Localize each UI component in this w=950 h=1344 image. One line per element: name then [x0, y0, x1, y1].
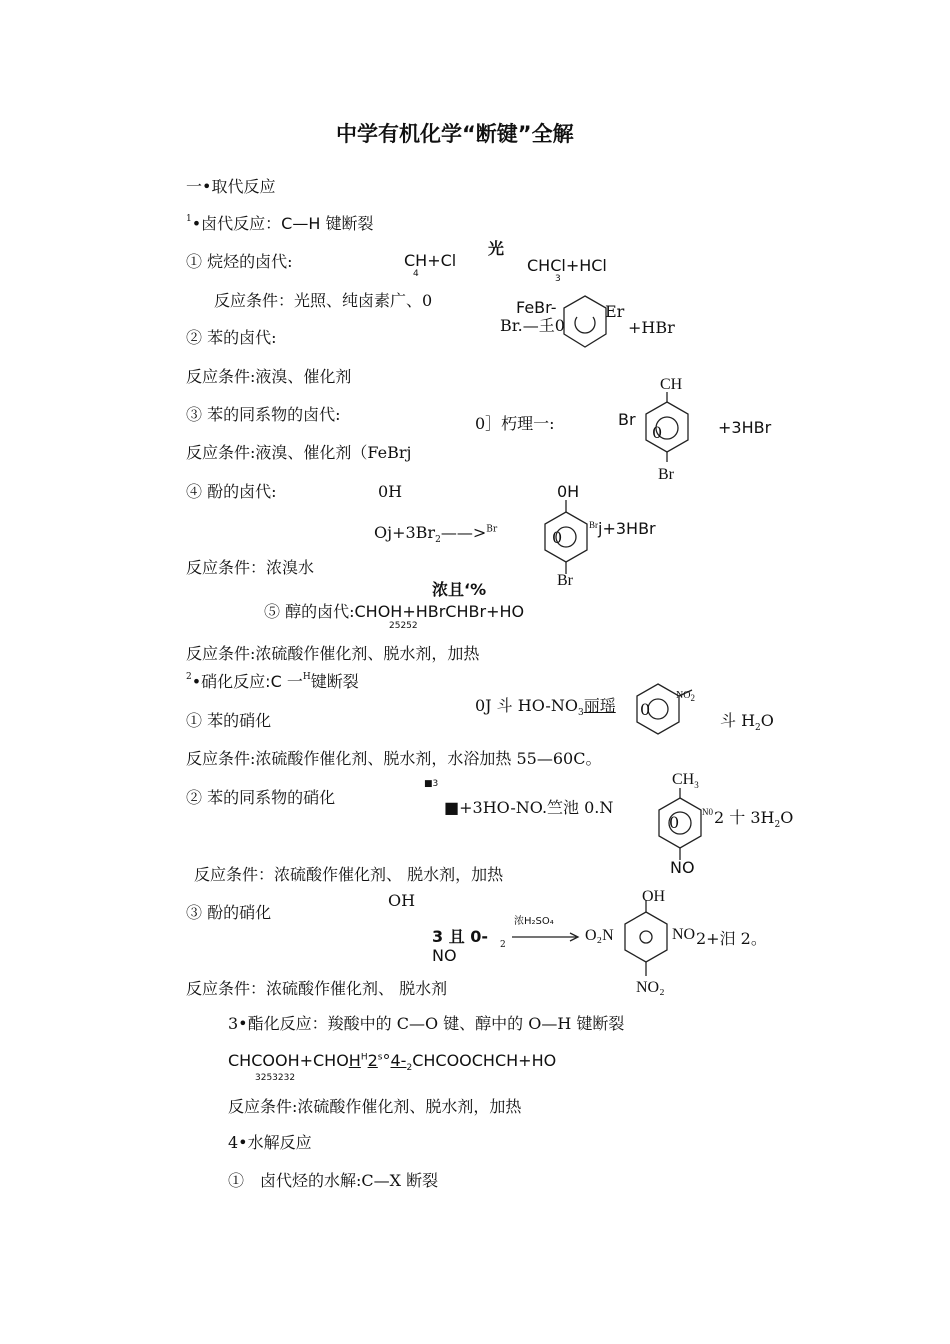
phenol-equation-left	[374, 523, 497, 545]
nitration-phenol-arrow-icon	[512, 932, 584, 944]
nitration-homolog-marker: ■3	[424, 779, 439, 789]
phenol-oh-right: 0H	[557, 482, 580, 501]
page-title: 中学有机化学“断键”全解	[336, 122, 574, 146]
nitration-phenol-o2n: O₂N	[585, 927, 614, 944]
alcohol-condition-top: 浓且‘%	[432, 580, 487, 599]
subsection-esterification: 3•酯化反应：羧酸中的 C—O 键、醇中的 O—H 键断裂	[228, 1014, 625, 1033]
homolog-equation-right: +3HBr	[718, 418, 772, 437]
nitration-homolog-ring-label: 0	[669, 813, 680, 832]
phenol-br-bottom: Br	[557, 572, 573, 589]
nitration-benzene-condition: 反应条件:浓硫酸作催化剂、脱水剂，水浴加热 55—60C。	[186, 749, 602, 768]
nitration-homolog-no: NO	[670, 858, 695, 877]
homolog-br-bottom: Br	[658, 466, 674, 483]
nitration-benzene-equation-subscript: 3	[577, 708, 584, 719]
nitration-phenol-catalyst: 浓H₂SO₄	[514, 916, 554, 927]
phenol-ring-icon	[538, 500, 594, 576]
phenol-br-right-small: Br	[589, 520, 598, 530]
subsection-halogenation	[186, 214, 373, 234]
picric-acid-ring-icon	[618, 900, 674, 984]
homolog-ch-group: CH	[660, 376, 683, 393]
ester-equation-h: H	[348, 1051, 361, 1070]
nitration-phenol-no2-right: NO	[672, 926, 696, 943]
alkane-condition-text: 反应条件：光照、纯卤素广、0	[214, 291, 433, 310]
nitration-phenol-label: ③ 酚的硝化	[186, 903, 272, 922]
phenol-arrow: ——>	[440, 523, 487, 542]
subsection-h: H	[302, 672, 311, 682]
subsection-text: •硝化反应:C 一	[191, 672, 303, 691]
section-heading-substitution: 一•取代反应	[186, 177, 276, 196]
nitration-benzene-catalyst: 丽瑶	[583, 696, 616, 715]
esterification-condition: 反应条件:浓硫酸作催化剂、脱水剂，加热	[228, 1097, 522, 1116]
nitration-homolog-condition: 反应条件：浓硫酸作催化剂、 脱水剂，加热	[194, 865, 504, 884]
nitration-phenol-oh-top: OH	[642, 888, 666, 905]
nitration-homolog-ch3-subscript: 3	[694, 780, 699, 791]
subsection-number: 1	[186, 214, 192, 224]
esterification-equation	[228, 1051, 556, 1073]
nitration-homolog-label: ② 苯的同系物的硝化	[186, 788, 336, 807]
nitration-benzene-label: ① 苯的硝化	[186, 711, 272, 730]
subsection-hydrolysis: 4•水解反应	[228, 1133, 312, 1152]
nitration-homolog-right-text: 2 十 3H	[714, 808, 775, 827]
alkane-reactant: CH+Cl	[404, 251, 457, 270]
nitration-phenol-left-text: 3 且 0-	[432, 927, 489, 946]
homolog-condition-text	[186, 443, 411, 463]
alkane-halogenation-label: ① 烷烃的卤代:	[186, 252, 293, 271]
subsection-tail: 键断裂	[310, 672, 359, 691]
nitration-phenol-right: 2+汨 2。	[696, 929, 767, 948]
nitration-homolog-equation: ■+3HO-NO.竺池 0.N	[444, 798, 614, 817]
phenol-ring-label: 0	[552, 528, 563, 547]
homolog-br-left: Br	[618, 410, 636, 429]
nitrobenzene-no-text: NO	[676, 690, 691, 701]
nitration-benzene-equation	[475, 696, 616, 718]
nitration-water-text: 斗 H	[720, 711, 756, 730]
toluene-ring-icon	[637, 392, 693, 462]
alcohol-subscripts: 25252	[389, 621, 418, 631]
alkane-reactant-subscript: 4	[413, 269, 419, 279]
subsection-number: 2	[186, 672, 192, 682]
nitration-homolog-right-subscript: 2	[774, 820, 781, 831]
benzene-equation-er: Er	[605, 302, 625, 321]
nitration-phenol-condition: 反应条件：浓硫酸作催化剂、 脱水剂	[186, 979, 448, 998]
homolog-equation-mid: 0］朽理一:	[475, 414, 555, 433]
homolog-condition-value: 反应条件:液溴、催化剂（FeBrj	[186, 443, 412, 462]
nitration-phenol-oh: OH	[388, 891, 416, 910]
ester-equation-left: CHCOOH+CHO	[228, 1051, 349, 1070]
hydrolysis-item-1: ① 卤代烃的水解:C—X 断裂	[228, 1171, 439, 1190]
nitration-homolog-right	[714, 808, 793, 830]
ester-equation-2: 2	[367, 1051, 378, 1070]
nitration-phenol-no2-bottom: NO₂	[636, 979, 665, 996]
nitration-homolog-ch: CH	[672, 771, 695, 788]
benzene-catalyst: FeBr-	[516, 298, 557, 317]
nitration-benzene-equation-text: 0J 斗 HO-NO	[475, 696, 578, 715]
nitration-water-o: O	[760, 711, 774, 730]
ester-equation-2b: 2	[406, 1063, 413, 1074]
nitrobenzene-no2	[676, 690, 695, 703]
nitrobenzene-no2-subscript: 2	[690, 693, 695, 703]
alkane-product-subscript: 3	[555, 274, 561, 284]
benzene-equation-left: Br.—𡈼0	[500, 316, 565, 335]
benzene-ring-icon	[560, 293, 610, 353]
phenol-equation-left-text: Oj+3Br	[374, 523, 436, 542]
alcohol-equation	[264, 602, 524, 622]
benzene-equation-right: +HBr	[628, 318, 675, 337]
nitration-benzene-water	[720, 711, 774, 733]
esterification-subscripts: 3253232	[255, 1073, 296, 1083]
alcohol-equation-text: CHOH+HBrCHBr+HO	[354, 602, 525, 621]
nitration-phenol-subscript: 2	[500, 940, 506, 950]
phenol-halogenation-label: ④ 酚的卤代:	[186, 482, 277, 501]
benzene-halogenation-label: ② 苯的卤代:	[186, 328, 277, 347]
nitration-phenol-left	[432, 927, 488, 947]
ester-equation-deg: °	[382, 1051, 391, 1070]
benzene-condition-text: 反应条件:液溴、催化剂	[186, 367, 352, 386]
nitration-water-subscript: 2	[755, 723, 761, 734]
phenol-condition-text: 反应条件：浓溴水	[186, 558, 315, 577]
alkane-product: CHCl+HCl	[527, 256, 607, 275]
phenol-br-superscript: Br	[486, 524, 498, 535]
subsection-nitration	[186, 672, 359, 692]
alkane-condition-light: 光	[488, 239, 505, 258]
phenol-equation-left-subscript: 2	[435, 535, 441, 546]
ester-equation-s: s	[377, 1052, 383, 1063]
ester-equation-right: CHCOOCHCH+HO	[412, 1051, 557, 1070]
alcohol-label: ⑤ 醇的卤代:	[264, 602, 355, 621]
nitration-homolog-right-o: O	[780, 808, 794, 827]
phenol-equation-right: j+3HBr	[598, 519, 656, 538]
nitration-homolog-n0: N0	[702, 807, 713, 817]
ester-equation-4: 4-	[390, 1051, 407, 1070]
alcohol-condition-text: 反应条件:浓硫酸作催化剂、脱水剂，加热	[186, 644, 480, 663]
phenol-oh-left: 0H	[378, 482, 403, 501]
trinitrotoluene-ring-icon	[652, 788, 712, 864]
ester-equation-sup-h: H	[360, 1052, 368, 1063]
subsection-text: •卤代反应：C—H 键断裂	[191, 214, 374, 233]
homolog-ring-label: 0	[652, 423, 663, 442]
nitrobenzene-ring-label: 0	[640, 700, 651, 719]
homolog-halogenation-label: ③ 苯的同系物的卤代:	[186, 405, 341, 424]
nitration-phenol-left2: NO	[432, 946, 457, 965]
